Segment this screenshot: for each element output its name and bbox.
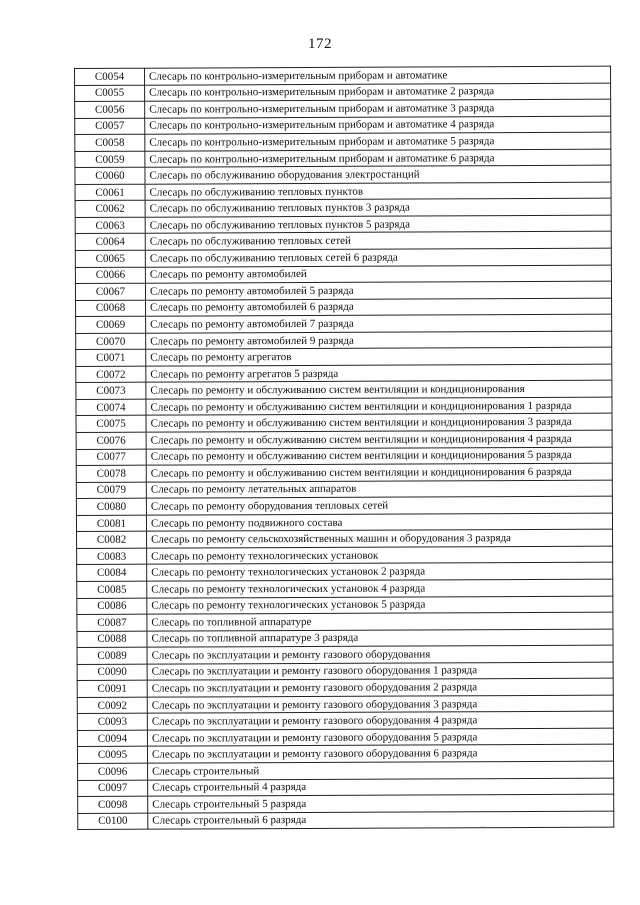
occupation-name: Слесарь по ремонту агрегатов	[146, 347, 612, 366]
occupation-code: C0057	[75, 118, 145, 135]
occupation-code: C0069	[76, 316, 146, 333]
occupation-code: C0075	[76, 416, 146, 433]
occupation-code: C0095	[77, 747, 147, 764]
occupation-name: Слесарь по ремонту автомобилей 9 разряда	[146, 331, 612, 350]
occupation-name: Слесарь по ремонту технологических установок	[147, 546, 613, 565]
occupation-code: C0059	[75, 151, 145, 168]
occupation-code: C0082	[77, 532, 147, 549]
occupation-name: Слесарь по эксплуатации и ремонту газового оборудования 6 разряда	[147, 745, 613, 764]
occupation-name: Слесарь по обслуживанию тепловых сетей	[145, 232, 611, 251]
occupation-name: Слесарь по контрольно-измерительным приборам и автоматике 3 разряда	[145, 99, 611, 118]
occupation-name: Слесарь по контрольно-измерительным приборам и автоматике 5 разряда	[145, 132, 611, 151]
occupation-name: Слесарь по ремонту автомобилей 7 разряда	[146, 314, 612, 333]
occupation-code: C0071	[76, 349, 146, 366]
occupation-code: C0096	[78, 763, 148, 780]
occupation-name: Слесарь по обслуживанию тепловых пунктов 3 разряда	[145, 199, 611, 218]
occupation-name: Слесарь по эксплуатации и ремонту газового оборудования 3 разряда	[147, 695, 613, 714]
occupation-name: Слесарь по эксплуатации и ремонту газового оборудования 1 разряда	[147, 662, 613, 681]
table-body	[75, 66, 614, 829]
table-row	[78, 811, 614, 830]
occupation-code: C0087	[77, 614, 147, 631]
occupation-code: C0093	[77, 714, 147, 731]
occupation-name: Слесарь по ремонту автомобилей 6 разряда	[146, 298, 612, 317]
occupation-name: Слесарь по ремонту и обслуживанию систем вентиляции и кондиционирования 5 разряда	[146, 447, 612, 466]
occupation-name: Слесарь по эксплуатации и ремонту газового оборудования 4 разряда	[147, 711, 613, 730]
occupation-code: C0077	[76, 449, 146, 466]
occupation-name: Слесарь по ремонту технологических установок 5 разряда	[147, 596, 613, 615]
occupation-code: C0061	[75, 184, 145, 201]
occupation-name: Слесарь по обслуживанию тепловых пунктов	[145, 182, 611, 201]
occupation-code: C0055	[75, 85, 145, 102]
occupation-code: C0084	[77, 565, 147, 582]
occupation-name: Слесарь по контрольно-измерительным приборам и автоматике 2 разряда	[145, 83, 611, 102]
occupation-code: C0078	[76, 465, 146, 482]
occupation-codes-table	[74, 66, 614, 830]
occupation-code: C0056	[75, 101, 145, 118]
occupation-code: C0092	[77, 697, 147, 714]
occupation-name: Слесарь строительный 6 разряда	[148, 811, 614, 830]
occupation-name: Слесарь строительный 4 разряда	[148, 778, 614, 797]
occupation-code: C0064	[75, 234, 145, 251]
occupation-name: Слесарь строительный	[148, 761, 614, 780]
occupation-code: C0073	[76, 383, 146, 400]
occupation-code: C0060	[75, 167, 145, 184]
occupation-code: C0067	[75, 283, 145, 300]
occupation-code: C0098	[78, 796, 148, 813]
occupation-name: Слесарь по ремонту и обслуживанию систем вентиляции и кондиционирования 4 разряда	[146, 430, 612, 449]
occupation-name: Слесарь по ремонту сельскохозяйственных машин и оборудования 3 разряда	[147, 529, 613, 548]
occupation-name: Слесарь по ремонту и обслуживанию систем вентиляции и кондиционирования 1 разряда	[146, 397, 612, 416]
occupation-name: Слесарь по ремонту автомобилей	[145, 265, 611, 284]
occupation-name: Слесарь по топливной аппаратуре 3 разряда	[147, 629, 613, 648]
scan-mark: ˇ	[481, 826, 485, 837]
occupation-name: Слесарь по эксплуатации и ремонту газового оборудования	[147, 645, 613, 664]
occupation-name: Слесарь по контрольно-измерительным приборам и автоматике 4 разряда	[145, 116, 611, 135]
occupation-name: Слесарь по ремонту агрегатов 5 разряда	[146, 364, 612, 383]
occupation-name: Слесарь по обслуживанию тепловых сетей 6 разряда	[145, 248, 611, 267]
occupation-name: Слесарь по контрольно-измерительным приборам и автоматике 6 разряда	[145, 149, 611, 168]
occupation-code: C0094	[77, 730, 147, 747]
occupation-name: Слесарь по контрольно-измерительным приборам и автоматике	[145, 66, 611, 85]
occupation-code: C0079	[76, 482, 146, 499]
occupation-name: Слесарь по ремонту и обслуживанию систем вентиляции и кондиционирования 3 разряда	[146, 414, 612, 433]
occupation-code: C0070	[76, 333, 146, 350]
occupation-name: Слесарь по ремонту летательных аппаратов	[146, 480, 612, 499]
occupation-name: Слесарь по топливной аппаратуре	[147, 612, 613, 631]
occupation-code: C0097	[78, 780, 148, 797]
occupation-code: C0086	[77, 598, 147, 615]
occupation-code: C0062	[75, 201, 145, 218]
occupation-name: Слесарь по обслуживанию оборудования электростанций	[145, 165, 611, 184]
occupation-name: Слесарь строительный 5 разряда	[148, 794, 614, 813]
occupation-code: C0074	[76, 399, 146, 416]
occupation-code: C0083	[77, 548, 147, 565]
occupation-code: C0090	[77, 664, 147, 681]
occupation-name: Слесарь по ремонту и обслуживанию систем вентиляции и кондиционирования	[146, 381, 612, 400]
occupation-code: C0054	[75, 68, 145, 85]
occupation-name: Слесарь по ремонту технологических установок 2 разряда	[147, 563, 613, 582]
occupation-code: C0072	[76, 366, 146, 383]
occupation-name: Слесарь по ремонту оборудования тепловых сетей	[146, 496, 612, 515]
page-number: 172	[308, 36, 332, 52]
occupation-code: C0091	[77, 680, 147, 697]
occupation-code: C0100	[78, 813, 148, 830]
occupation-code: C0058	[75, 134, 145, 151]
occupation-name: Слесарь по эксплуатации и ремонту газового оборудования 2 разряда	[147, 678, 613, 697]
occupation-name: Слесарь по ремонту и обслуживанию систем вентиляции и кондиционирования 6 разряда	[146, 463, 612, 482]
occupation-code: C0076	[76, 432, 146, 449]
occupation-name: Слесарь по эксплуатации и ремонту газового оборудования 5 разряда	[147, 728, 613, 747]
occupation-code: C0080	[76, 498, 146, 515]
occupation-code: C0081	[76, 515, 146, 532]
occupation-code: C0066	[75, 267, 145, 284]
occupation-name: Слесарь по ремонту автомобилей 5 разряда	[145, 281, 611, 300]
occupation-code: C0063	[75, 217, 145, 234]
occupation-code: C0065	[75, 250, 145, 267]
occupation-code: C0089	[77, 647, 147, 664]
occupation-name: Слесарь по ремонту технологических установок 4 разряда	[147, 579, 613, 598]
occupation-code: C0085	[77, 581, 147, 598]
occupation-name: Слесарь по обслуживанию тепловых пунктов 5 разряда	[145, 215, 611, 234]
occupation-name: Слесарь по ремонту подвижного состава	[146, 513, 612, 532]
occupation-code: C0088	[77, 631, 147, 648]
occupation-code: C0068	[76, 300, 146, 317]
